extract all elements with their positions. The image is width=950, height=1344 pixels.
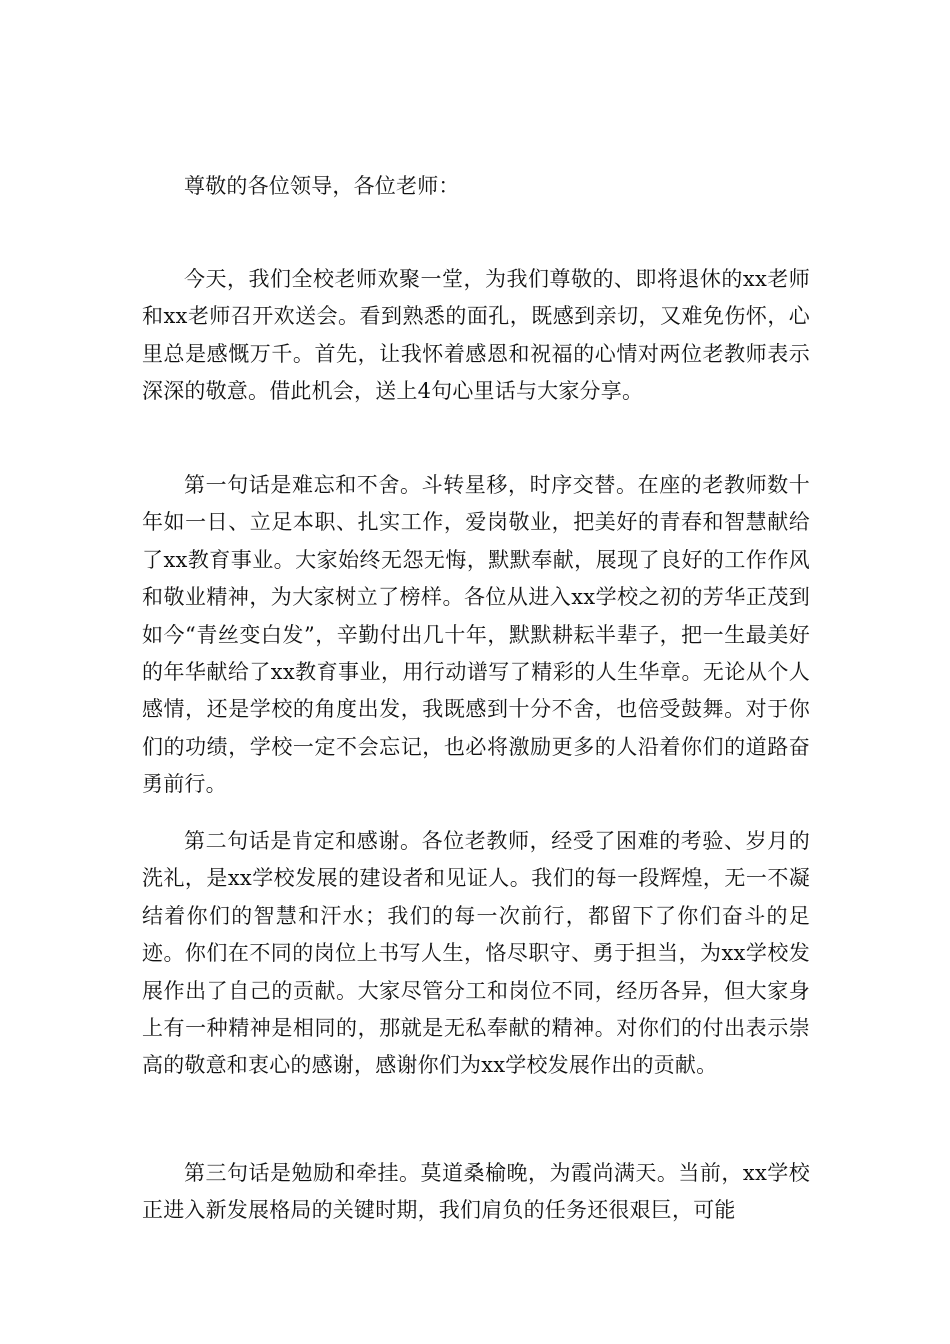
paragraph: 第一句话是难忘和不舍。斗转星移，时序交替。在座的老教师数十年如一日、立足本职、扎实工作，爱岗敬业，把美好的青春和智慧献给了xx教育事业。大家始终无怨无悔，默默奉献，展现了良好的工作作风和敬业精神，为大家树立了榜样。各位从进入xx学校之初的芳华正茂到如今“青丝变白发”，辛勤付出几十年，默默耕耘半辈子，把一生最美好的年华献给了xx教育事业，用行动谱写了精彩的人生华章。无论从个人感情，还是学校的角度出发，我既感到十分不舍，也倍受鼓舞。对于你们的功绩，学校一定不会忘记，也必将激励更多的人沿着你们的道路奋勇前行。 <box>142 473 810 797</box>
paragraph: 第二句话是肯定和感谢。各位老教师，经受了困难的考验、岁月的洗礼，是xx学校发展的建设者和见证人。我们的每一段辉煌，无一不凝结着你们的智慧和汗水；我们的每一次前行，都留下了你们奋斗的足迹。你们在不同的岗位上书写人生，恪尽职守、勇于担当，为xx学校发展作出了自己的贡献。大家尽管分工和岗位不同，经历各异，但大家身上有一种精神是相同的，那就是无私奉献的精神。对你们的付出表示崇高的敬意和衷心的感谢，感谢你们为xx学校发展作出的贡献。 <box>142 829 810 1078</box>
paragraph: 第三句话是勉励和牵挂。莫道桑榆晚，为霞尚满天。当前，xx学校正进入新发展格局的关键时期，我们肩负的任务还很艰巨，可能 <box>142 1161 810 1223</box>
salutation: 尊敬的各位领导，各位老师： <box>184 174 460 198</box>
paragraph: 今天，我们全校老师欢聚一堂，为我们尊敬的、即将退休的xx老师和xx老师召开欢送会。看到熟悉的面孔，既感到亲切，又难免伤怀，心里总是感慨万千。首先，让我怀着感恩和祝福的心情对两位老教师表示深深的敬意。借此机会，送上4句心里话与大家分享。 <box>142 267 810 404</box>
